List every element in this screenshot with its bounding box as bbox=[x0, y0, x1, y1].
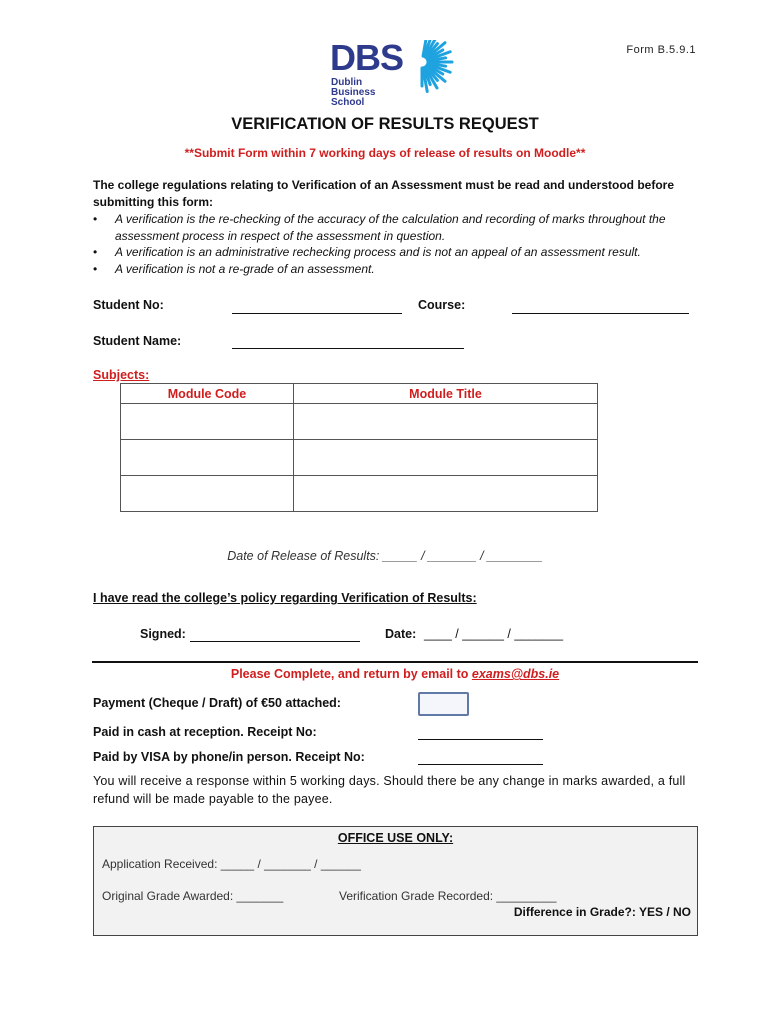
visa-receipt-field[interactable] bbox=[418, 763, 543, 765]
cash-receipt-label: Paid in cash at reception. Receipt No: bbox=[93, 725, 317, 739]
course-field[interactable] bbox=[512, 312, 689, 314]
logo-wordmark: DBS bbox=[330, 37, 404, 78]
form-number: Form B.5.9.1 bbox=[626, 44, 696, 56]
application-received-field: Application Received: _____ / _______ / ______ bbox=[102, 857, 361, 871]
list-item: • A verification is not a re-grade of an assessment. bbox=[93, 261, 713, 278]
list-item: • A verification is the re-checking of the accuracy of the calculation and recording of marks throughout the assessment process in respect of the assessment in question. bbox=[93, 211, 713, 244]
column-header-module-code: Module Code bbox=[121, 384, 294, 404]
cheque-label: Payment (Cheque / Draft) of €50 attached: bbox=[93, 696, 341, 710]
visa-receipt-label: Paid by VISA by phone/in person. Receipt No: bbox=[93, 750, 365, 764]
section-divider bbox=[92, 661, 698, 663]
policy-statement: I have read the college’s policy regarding Verification of Results: bbox=[93, 591, 477, 605]
cheque-attached-checkbox[interactable] bbox=[418, 692, 469, 716]
submit-deadline-notice: **Submit Form within 7 working days of release of results on Moodle** bbox=[184, 146, 586, 160]
difference-in-grade: Difference in Grade?: YES / NO bbox=[513, 905, 691, 919]
table-row bbox=[121, 440, 598, 476]
regulations-list bbox=[93, 211, 713, 277]
module-code-cell[interactable] bbox=[121, 440, 294, 476]
office-use-box bbox=[93, 826, 698, 936]
refund-note: You will receive a response within 5 working days. Should there be any change in marks awarded, a full refund will be made payable to the payee. bbox=[93, 774, 686, 806]
email-link[interactable]: exams@dbs.ie bbox=[471, 667, 560, 681]
regulations-intro: The college regulations relating to Verification of an Assessment must be read and understood before submitting this form: bbox=[93, 178, 675, 209]
module-title-cell[interactable] bbox=[294, 476, 598, 512]
list-item: • A verification is an administrative rechecking process and is not an appeal of an assessment result. bbox=[93, 244, 713, 261]
student-no-field[interactable] bbox=[232, 312, 402, 314]
original-grade-field: Original Grade Awarded: _______ bbox=[102, 889, 284, 903]
page-title: VERIFICATION OF RESULTS REQUEST bbox=[231, 115, 539, 133]
verification-grade-field: Verification Grade Recorded: _________ bbox=[339, 889, 557, 903]
student-no-label: Student No: bbox=[93, 298, 164, 312]
table-row bbox=[121, 404, 598, 440]
subjects-label: Subjects: bbox=[93, 368, 150, 382]
module-code-cell[interactable] bbox=[121, 476, 294, 512]
starburst-icon bbox=[408, 40, 468, 100]
table-row bbox=[121, 476, 598, 512]
logo-subtitle: Dublin Business School bbox=[331, 77, 376, 108]
release-date-field[interactable]: Date of Release of Results: _____ / _______ / ________ bbox=[227, 549, 543, 563]
student-name-field[interactable] bbox=[232, 347, 464, 349]
module-code-cell[interactable] bbox=[121, 404, 294, 440]
cash-receipt-field[interactable] bbox=[418, 738, 543, 740]
modules-table bbox=[120, 383, 598, 512]
dbs-logo bbox=[330, 37, 470, 110]
date-field[interactable]: ____ / ______ / _______ bbox=[424, 627, 564, 641]
column-header-module-title: Module Title bbox=[294, 384, 598, 404]
course-label: Course: bbox=[418, 298, 466, 312]
module-title-cell[interactable] bbox=[294, 404, 598, 440]
module-title-cell[interactable] bbox=[294, 440, 598, 476]
student-name-label: Student Name: bbox=[93, 334, 182, 348]
office-use-title: OFFICE USE ONLY: bbox=[337, 831, 454, 845]
return-instructions: Please Complete, and return by email to exams@dbs.ie bbox=[230, 667, 560, 681]
date-label: Date: bbox=[385, 627, 417, 641]
signature-field[interactable] bbox=[190, 640, 360, 642]
signed-label: Signed: bbox=[140, 627, 186, 641]
